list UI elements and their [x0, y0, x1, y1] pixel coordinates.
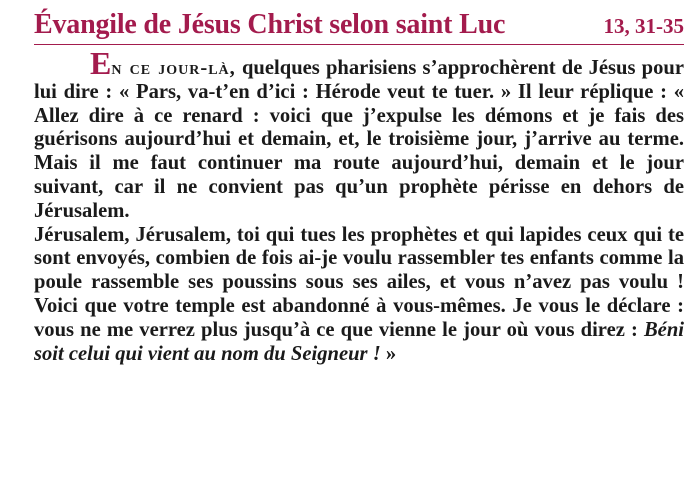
- paragraph-1: [34, 45, 684, 224]
- opening-words: n ce jour-là,: [111, 57, 236, 79]
- italic-quote: Béni soit celui qui vient au nom du Seigneur !: [34, 318, 684, 365]
- drop-cap: E: [90, 45, 112, 81]
- page-title: Évangile de Jésus Christ selon saint Luc: [34, 9, 506, 40]
- page-header: [34, 6, 684, 45]
- paragraph-2-text: Jérusalem, Jérusalem, toi qui tues les prophètes et qui lapides ceux qui te sont envoyés, combien de fois ai-je voulu rassembler tes enfants comme la poule rassemble ses poussins sous ses ailes, et vous n’avez pas voulu ! Voici que votre temple est abandonné à vous-mêmes. Je vous le déclare : vous ne me verrez plus jusqu’à ce que vienne le jour où vous direz :: [34, 223, 684, 341]
- closing-quote: »: [380, 342, 397, 365]
- paragraph-2: [34, 224, 684, 367]
- verse-reference: 13, 31-35: [603, 14, 684, 38]
- gospel-text: [34, 45, 684, 366]
- paragraph-1-text: quelques pharisiens s’approchèrent de Jésus pour lui dire : « Pars, va-t’en d’ici : Hérode veut te tuer. » Il leur réplique : « Allez dire à ce renard : voici que j’expulse les démons et je fais des guérisons aujourd’hui et demain, et, le troisième jour, j’arrive au terme. Mais il me faut continuer ma route aujourd’hui, demain et le jour suivant, car il ne convient pas qu’un prophète périsse en dehors de Jérusalem.: [34, 57, 684, 222]
